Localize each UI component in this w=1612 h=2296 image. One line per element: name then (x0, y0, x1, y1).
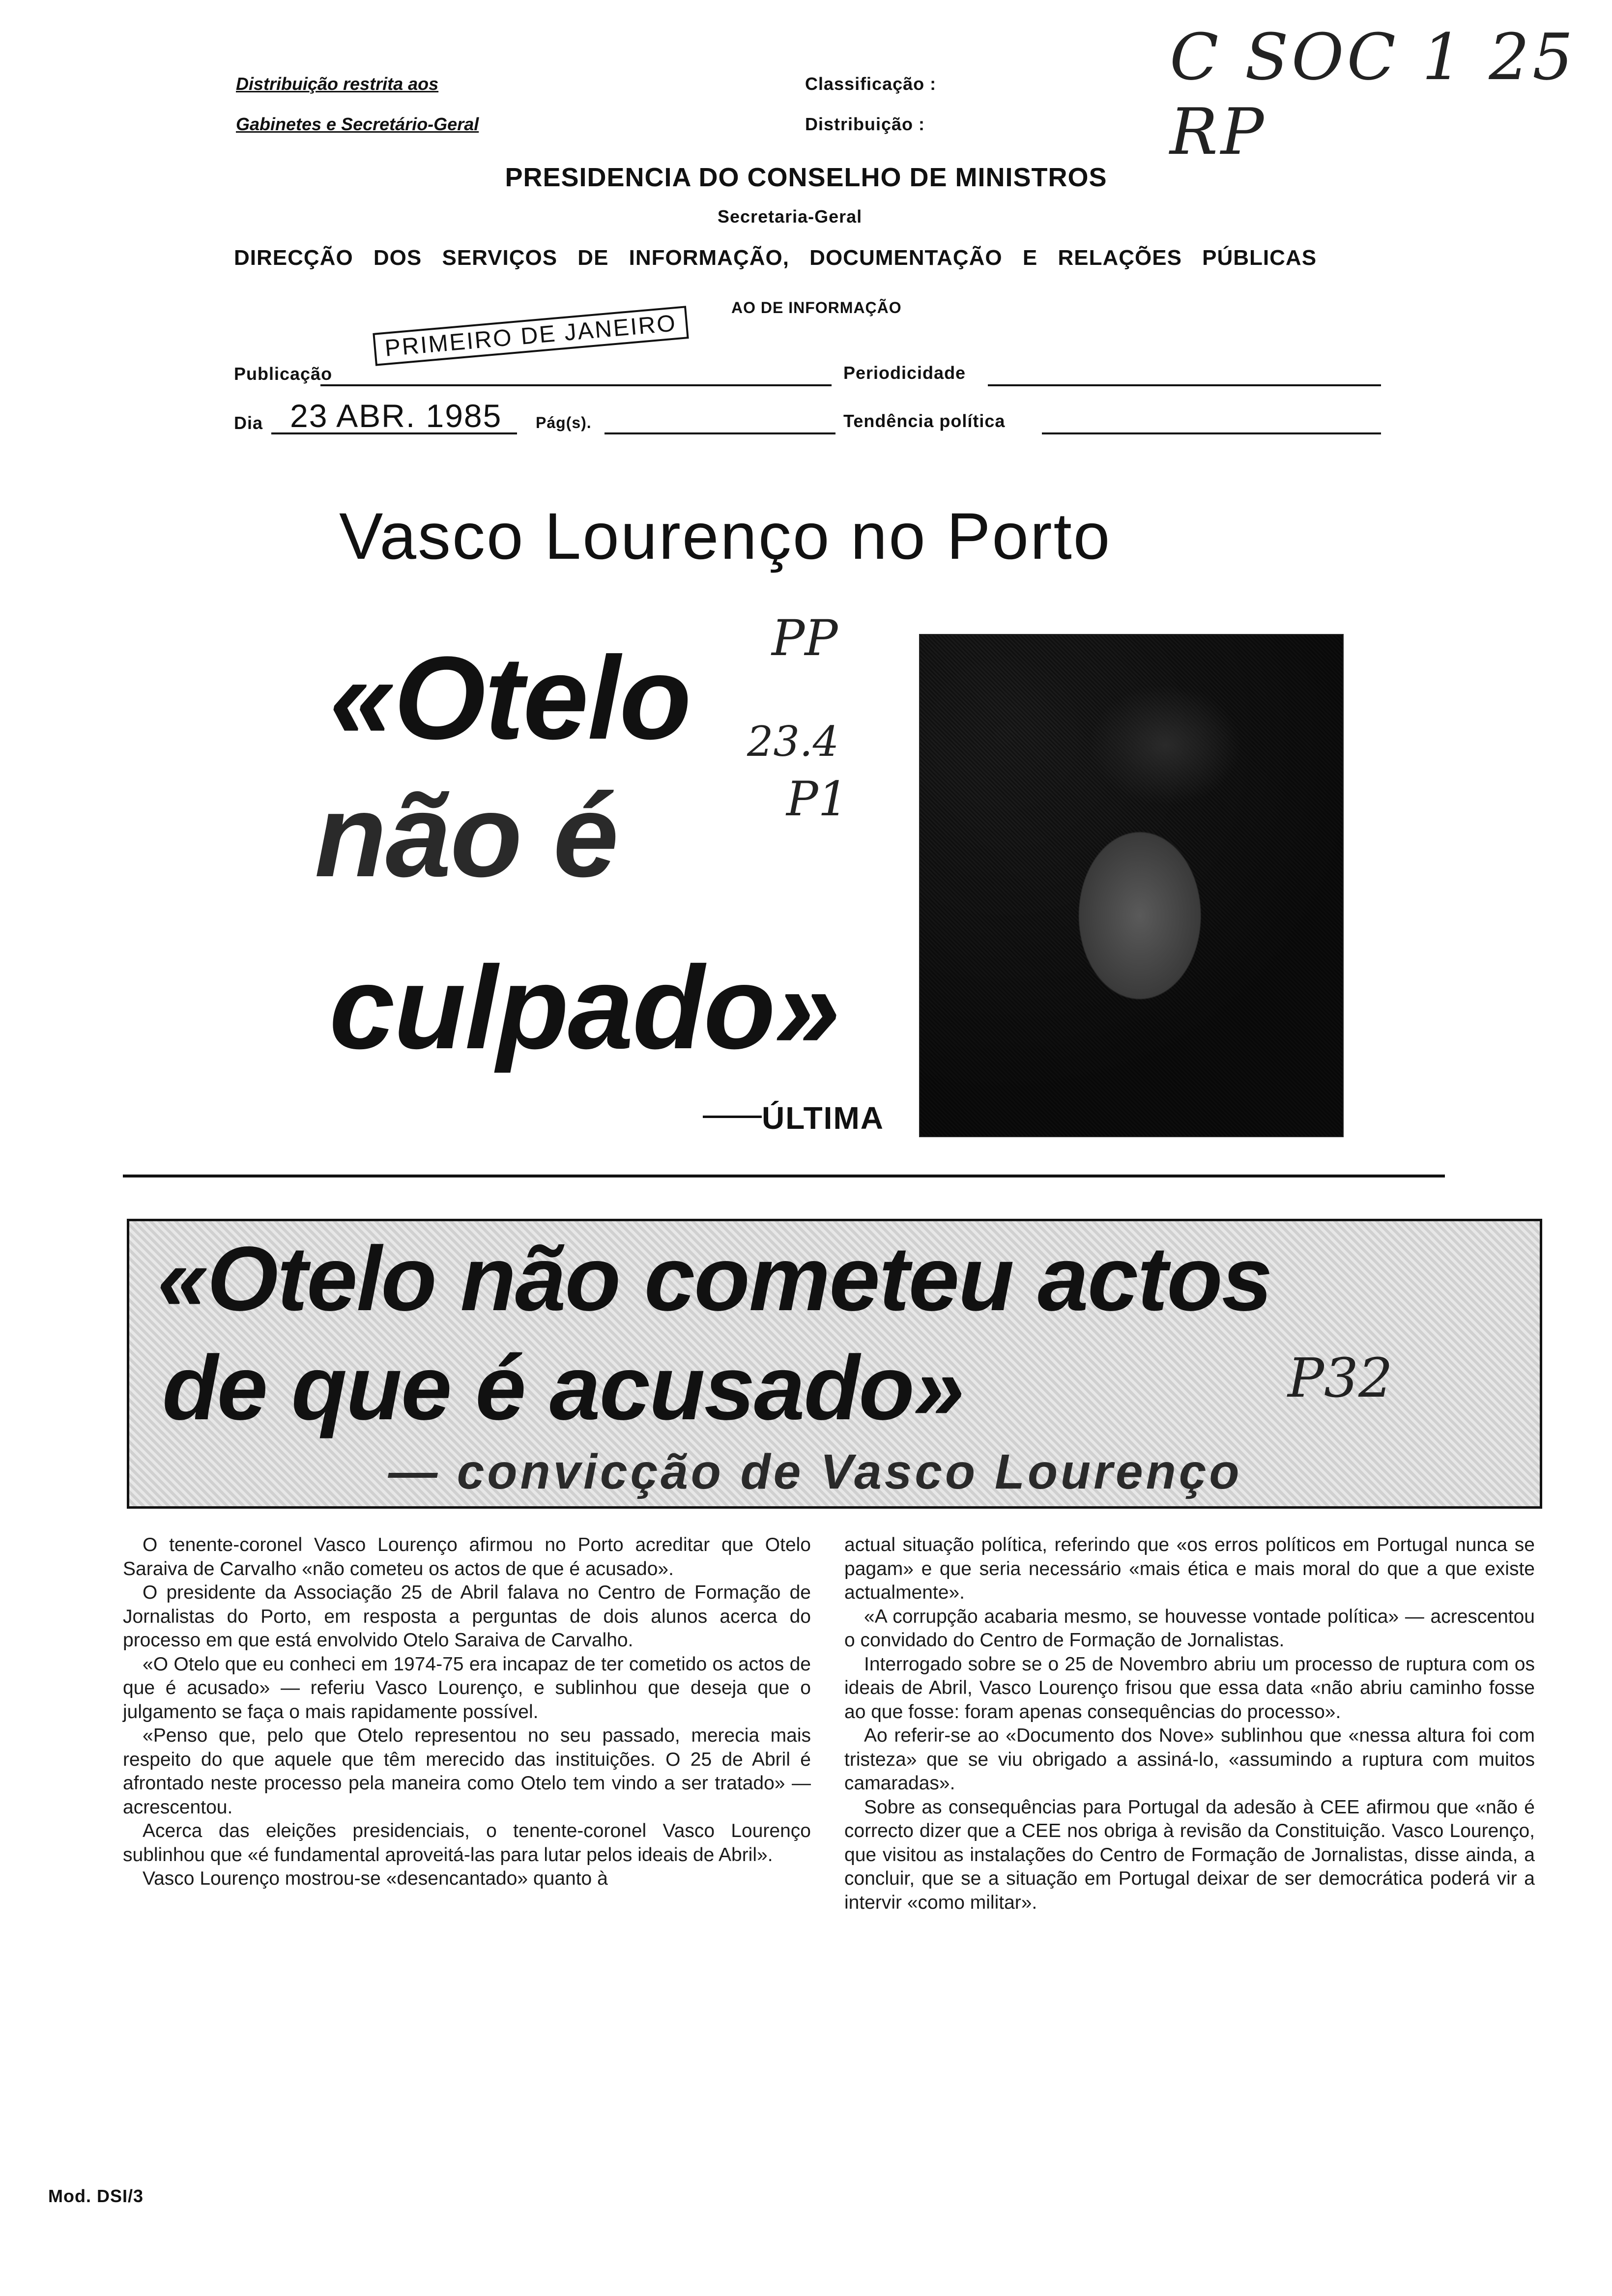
publication-label: Publicação (234, 364, 333, 384)
publication-stamp: PRIMEIRO DE JANEIRO (373, 306, 689, 366)
article-paragraph: actual situação política, referindo que «os erros políticos em Portugal nunca se pagam» e que seria necessário «mais ética e mais moral do que a que existe actualmente». (844, 1534, 1535, 1603)
clipping1-headline: Vasco Lourenço no Porto (339, 500, 1112, 573)
section-reference: ÚLTIMA (762, 1100, 884, 1136)
handwritten-note-date: 23.4 (747, 718, 839, 766)
article-paragraph: Interrogado sobre se o 25 de Novembro abriu um processo de ruptura com os ideais de Abril, Vasco Lourenço frisou que essa data «não abriu caminho fosse ao que fosse: foram apenas consequências do processo». (844, 1653, 1535, 1722)
article-right-column (844, 1533, 1535, 1915)
pages-field-line (604, 432, 835, 434)
division-title: AO DE INFORMAÇÃO (731, 299, 902, 316)
article-paragraph: Acerca das eleições presidenciais, o tenente-coronel Vasco Lourenço sublinhou que «é fundamental aproveitá-las para lutar pelos ideais de Abril». (123, 1820, 811, 1866)
article-paragraph: Ao referir-se ao «Documento dos Nove» sublinhou que «nessa altura foi com tristeza» que se viu obrigado a assiná-lo, «assumindo a ruptura com muitos camaradas». (844, 1725, 1535, 1794)
pages-label: Pág(s). (536, 414, 592, 431)
article-left-column (123, 1533, 811, 1891)
handwritten-note-p32: P32 (1288, 1347, 1393, 1409)
form-code: Mod. DSI/3 (48, 2186, 144, 2206)
clipping1-quote-line3: culpado» (329, 942, 839, 1073)
political-tendency-field-line (1042, 432, 1381, 434)
day-value-stamp: 23 ABR. 1985 (290, 398, 502, 434)
article-paragraph: «O Otelo que eu conheci em 1974-75 era incapaz de ter cometido os actos de que é acusado» — referiu Vasco Lourenço, e sublinhou que deseja que o julgamento se faça o mais rapidamente possível. (123, 1653, 811, 1722)
article-paragraph: O presidente da Associação 25 de Abril falava no Centro de Formação de Jornalistas do Porto, em resposta a perguntas de dois alunos acerca do processo em que está envolvido Otelo Saraiva de Carvalho. (123, 1582, 811, 1651)
distribution-label: Distribuição : (805, 114, 925, 134)
periodicity-field-line (988, 384, 1381, 386)
portrait-photo (919, 634, 1344, 1137)
classification-label: Classificação : (805, 74, 937, 94)
organization-title: PRESIDENCIA DO CONSELHO DE MINISTROS (505, 163, 1107, 192)
handwritten-note-page: P1 (786, 772, 848, 827)
clipping2-headline-line1: «Otelo não cometeu actos (157, 1228, 1272, 1330)
clipping1-quote-line1: «Otelo (329, 632, 691, 764)
restricted-distribution-line2: Gabinetes e Secretário-Geral (236, 114, 479, 134)
political-tendency-label: Tendência política (843, 411, 1006, 431)
clipping2-byline: — convicção de Vasco Lourenço (388, 1444, 1242, 1499)
periodicity-label: Periodicidade (843, 363, 966, 383)
article-paragraph: «Penso que, pelo que Otelo representou no seu passado, merecia mais respeito do que aquele que têm merecido das instituições. O 25 de Abril é afrontado neste processo pela maneira como Otelo tem vindo a ser tratado» — acrescentou. (123, 1725, 811, 1818)
article-paragraph: «A corrupção acabaria mesmo, se houvesse vontade política» — acrescentou o convidado do Centro de Formação de Jornalistas. (844, 1606, 1535, 1651)
day-field-line (271, 432, 517, 434)
restricted-distribution-line1: Distribuição restrita aos (236, 74, 439, 94)
section-ref-dash (703, 1116, 762, 1118)
publication-field-line (320, 384, 832, 386)
day-label: Dia (234, 413, 263, 433)
clipping2-headline-line2: de que é acusado» (162, 1337, 964, 1439)
article-paragraph: Vasco Lourenço mostrou-se «desencantado» quanto à (143, 1868, 608, 1889)
handwritten-reference: C SOC 1 25 RP (1170, 20, 1576, 169)
article-paragraph: Sobre as consequências para Portugal da adesão à CEE afirmou que «não é correcto dizer que a CEE nos obriga à revisão da Constituição. Vasco Lourenço, que visitou as instalações do Centro de Formação de Jornalistas, disse ainda, a concluir, que se a situação em Portugal deixar de ser democrática poderá vir a intervir «como militar». (844, 1796, 1535, 1913)
clipping-divider (123, 1175, 1445, 1177)
article-paragraph: O tenente-coronel Vasco Lourenço afirmou no Porto acreditar que Otelo Saraiva de Carvalho «não cometeu os actos de que é acusado». (123, 1534, 811, 1579)
handwritten-note-pp: PP (772, 609, 838, 667)
secretariat-title: Secretaria-Geral (718, 206, 863, 227)
directorate-title: DIRECÇÃO DOS SERVIÇOS DE INFORMAÇÃO, DOCUMENTAÇÃO E RELAÇÕES PÚBLICAS (234, 246, 1317, 270)
clipping1-quote-line2: não é (315, 770, 618, 901)
